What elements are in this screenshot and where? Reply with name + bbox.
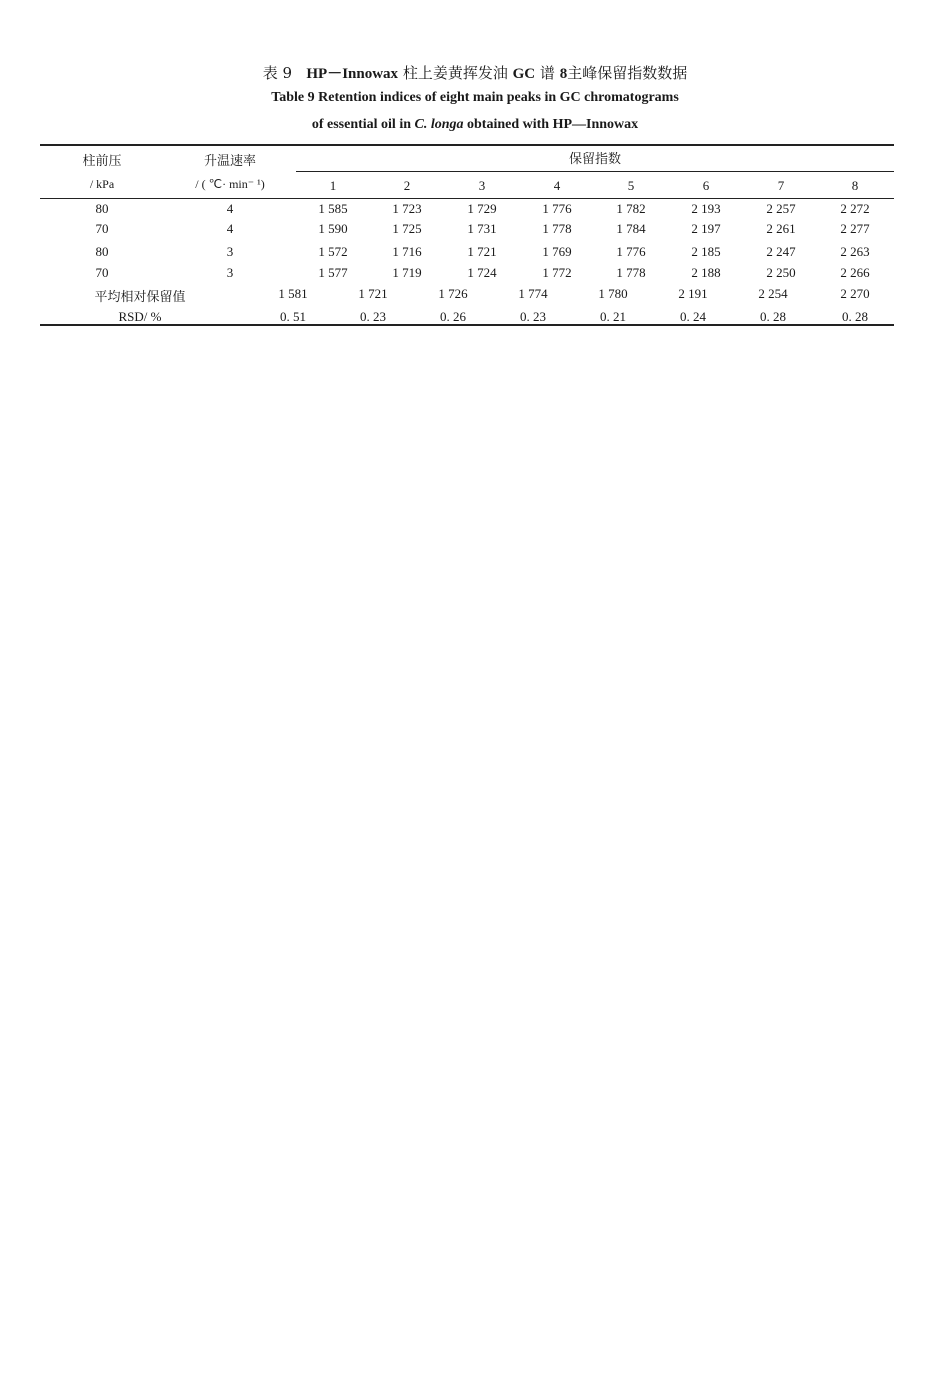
retention-index-cell: 2 272: [840, 201, 870, 216]
rsd-value-cell: 0. 26: [440, 309, 466, 324]
retention-index-cell: 1 784: [616, 221, 646, 236]
caption-en-prefix: of essential oil in: [311, 117, 415, 132]
retention-index-cell: 1 769: [542, 244, 572, 259]
row-pressure: 70: [95, 265, 109, 280]
peak-column-header: 5: [627, 178, 635, 193]
caption-en-suffix: obtained with HP—Innowax: [463, 117, 639, 132]
table-caption-zh: [0, 62, 950, 83]
header-heating-rate-unit: / ( ℃· min⁻ ¹): [195, 177, 265, 191]
retention-index-cell: 1 590: [318, 221, 348, 236]
row-rate: 3: [226, 244, 234, 259]
rsd-value-cell: 0. 24: [680, 309, 706, 324]
row-pressure: 80: [95, 244, 109, 259]
peak-column-header: 1: [329, 178, 337, 193]
header-bottom-rule: [40, 198, 894, 199]
mean-value-cell: 1 581: [278, 286, 308, 301]
table-caption-en-line1: Table 9 Retention indices of eight main peaks in GC chromatograms: [271, 90, 679, 105]
mean-value-cell: 2 270: [840, 286, 870, 301]
header-pressure: 柱前压: [82, 154, 122, 169]
retention-index-cell: 2 250: [766, 265, 796, 280]
retention-index-cell: 1 776: [542, 201, 572, 216]
peak-column-header: 4: [553, 178, 561, 193]
retention-index-cell: 2 261: [766, 221, 796, 236]
mean-value-cell: 1 774: [518, 286, 548, 301]
caption-zh-bold2: GC: [512, 66, 536, 82]
row-rate: 4: [226, 201, 234, 216]
retention-index-cell: 1 585: [318, 201, 348, 216]
row-pressure: 80: [95, 201, 109, 216]
retention-index-cell: 1 577: [318, 265, 348, 280]
caption-en-species: C. longa: [414, 117, 464, 132]
rsd-row-label: RSD/ %: [118, 309, 162, 324]
row-rate: 4: [226, 221, 234, 236]
caption-zh-prefix: 表 9: [262, 64, 293, 82]
peak-column-header: 6: [702, 178, 710, 193]
retention-index-cell: 1 778: [542, 221, 572, 236]
caption-zh-mid2: 谱: [539, 64, 555, 82]
retention-index-cell: 1 724: [467, 265, 497, 280]
rsd-value-cell: 0. 23: [520, 309, 546, 324]
retention-index-cell: 2 193: [691, 201, 721, 216]
retention-index-cell: 2 257: [766, 201, 796, 216]
retention-index-cell: 2 197: [691, 221, 721, 236]
retention-index-cell: 1 772: [542, 265, 572, 280]
row-pressure: 70: [95, 221, 109, 236]
mean-value-cell: 1 726: [438, 286, 468, 301]
peak-column-header: 3: [478, 178, 486, 193]
peak-column-header: 2: [403, 178, 411, 193]
retention-index-cell: 1 719: [392, 265, 422, 280]
retention-index-cell: 2 188: [691, 265, 721, 280]
retention-index-cell: 1 721: [467, 244, 497, 259]
retention-index-cell: 1 725: [392, 221, 422, 236]
retention-index-cell: 1 572: [318, 244, 348, 259]
header-retention-index: 保留指数: [568, 152, 622, 167]
mean-value-cell: 2 191: [678, 286, 708, 301]
retention-index-cell: 1 729: [467, 201, 497, 216]
header-heating-rate: 升温速率: [203, 154, 257, 169]
rsd-value-cell: 0. 21: [600, 309, 626, 324]
retention-index-cell: 2 266: [840, 265, 870, 280]
retention-index-cell: 1 716: [392, 244, 422, 259]
header-pressure-unit: / kPa: [89, 177, 115, 191]
mean-row-label: 平均相对保留值: [94, 290, 186, 305]
rsd-value-cell: 0. 23: [360, 309, 386, 324]
peak-column-header: 7: [777, 178, 785, 193]
retention-index-cell: 2 277: [840, 221, 870, 236]
mean-value-cell: 2 254: [758, 286, 788, 301]
retention-index-cell: 1 731: [467, 221, 497, 236]
mean-value-cell: 1 780: [598, 286, 628, 301]
mean-value-cell: 1 721: [358, 286, 388, 301]
retention-index-cell: 2 247: [766, 244, 796, 259]
retention-index-cell: 1 776: [616, 244, 646, 259]
retention-index-cell: 2 263: [840, 244, 870, 259]
table-caption-en-line2: [0, 117, 950, 133]
caption-zh-bold3: 8: [559, 66, 568, 82]
retention-index-cell: 2 185: [691, 244, 721, 259]
retention-index-cell: 1 723: [392, 201, 422, 216]
caption-zh-bold: HP－Innowax: [306, 66, 399, 82]
retention-index-cell: 1 778: [616, 265, 646, 280]
rsd-value-cell: 0. 51: [280, 309, 306, 324]
row-rate: 3: [226, 265, 234, 280]
peak-column-header: 8: [851, 178, 859, 193]
table-top-rule: [40, 144, 894, 146]
caption-zh-mid: 柱上姜黄挥发油: [402, 64, 508, 82]
retention-index-cell: 1 782: [616, 201, 646, 216]
caption-zh-suffix: 主峰保留指数数据: [567, 64, 688, 82]
rsd-value-cell: 0. 28: [760, 309, 786, 324]
group-header-rule: [296, 171, 894, 172]
rsd-value-cell: 0. 28: [842, 309, 868, 324]
